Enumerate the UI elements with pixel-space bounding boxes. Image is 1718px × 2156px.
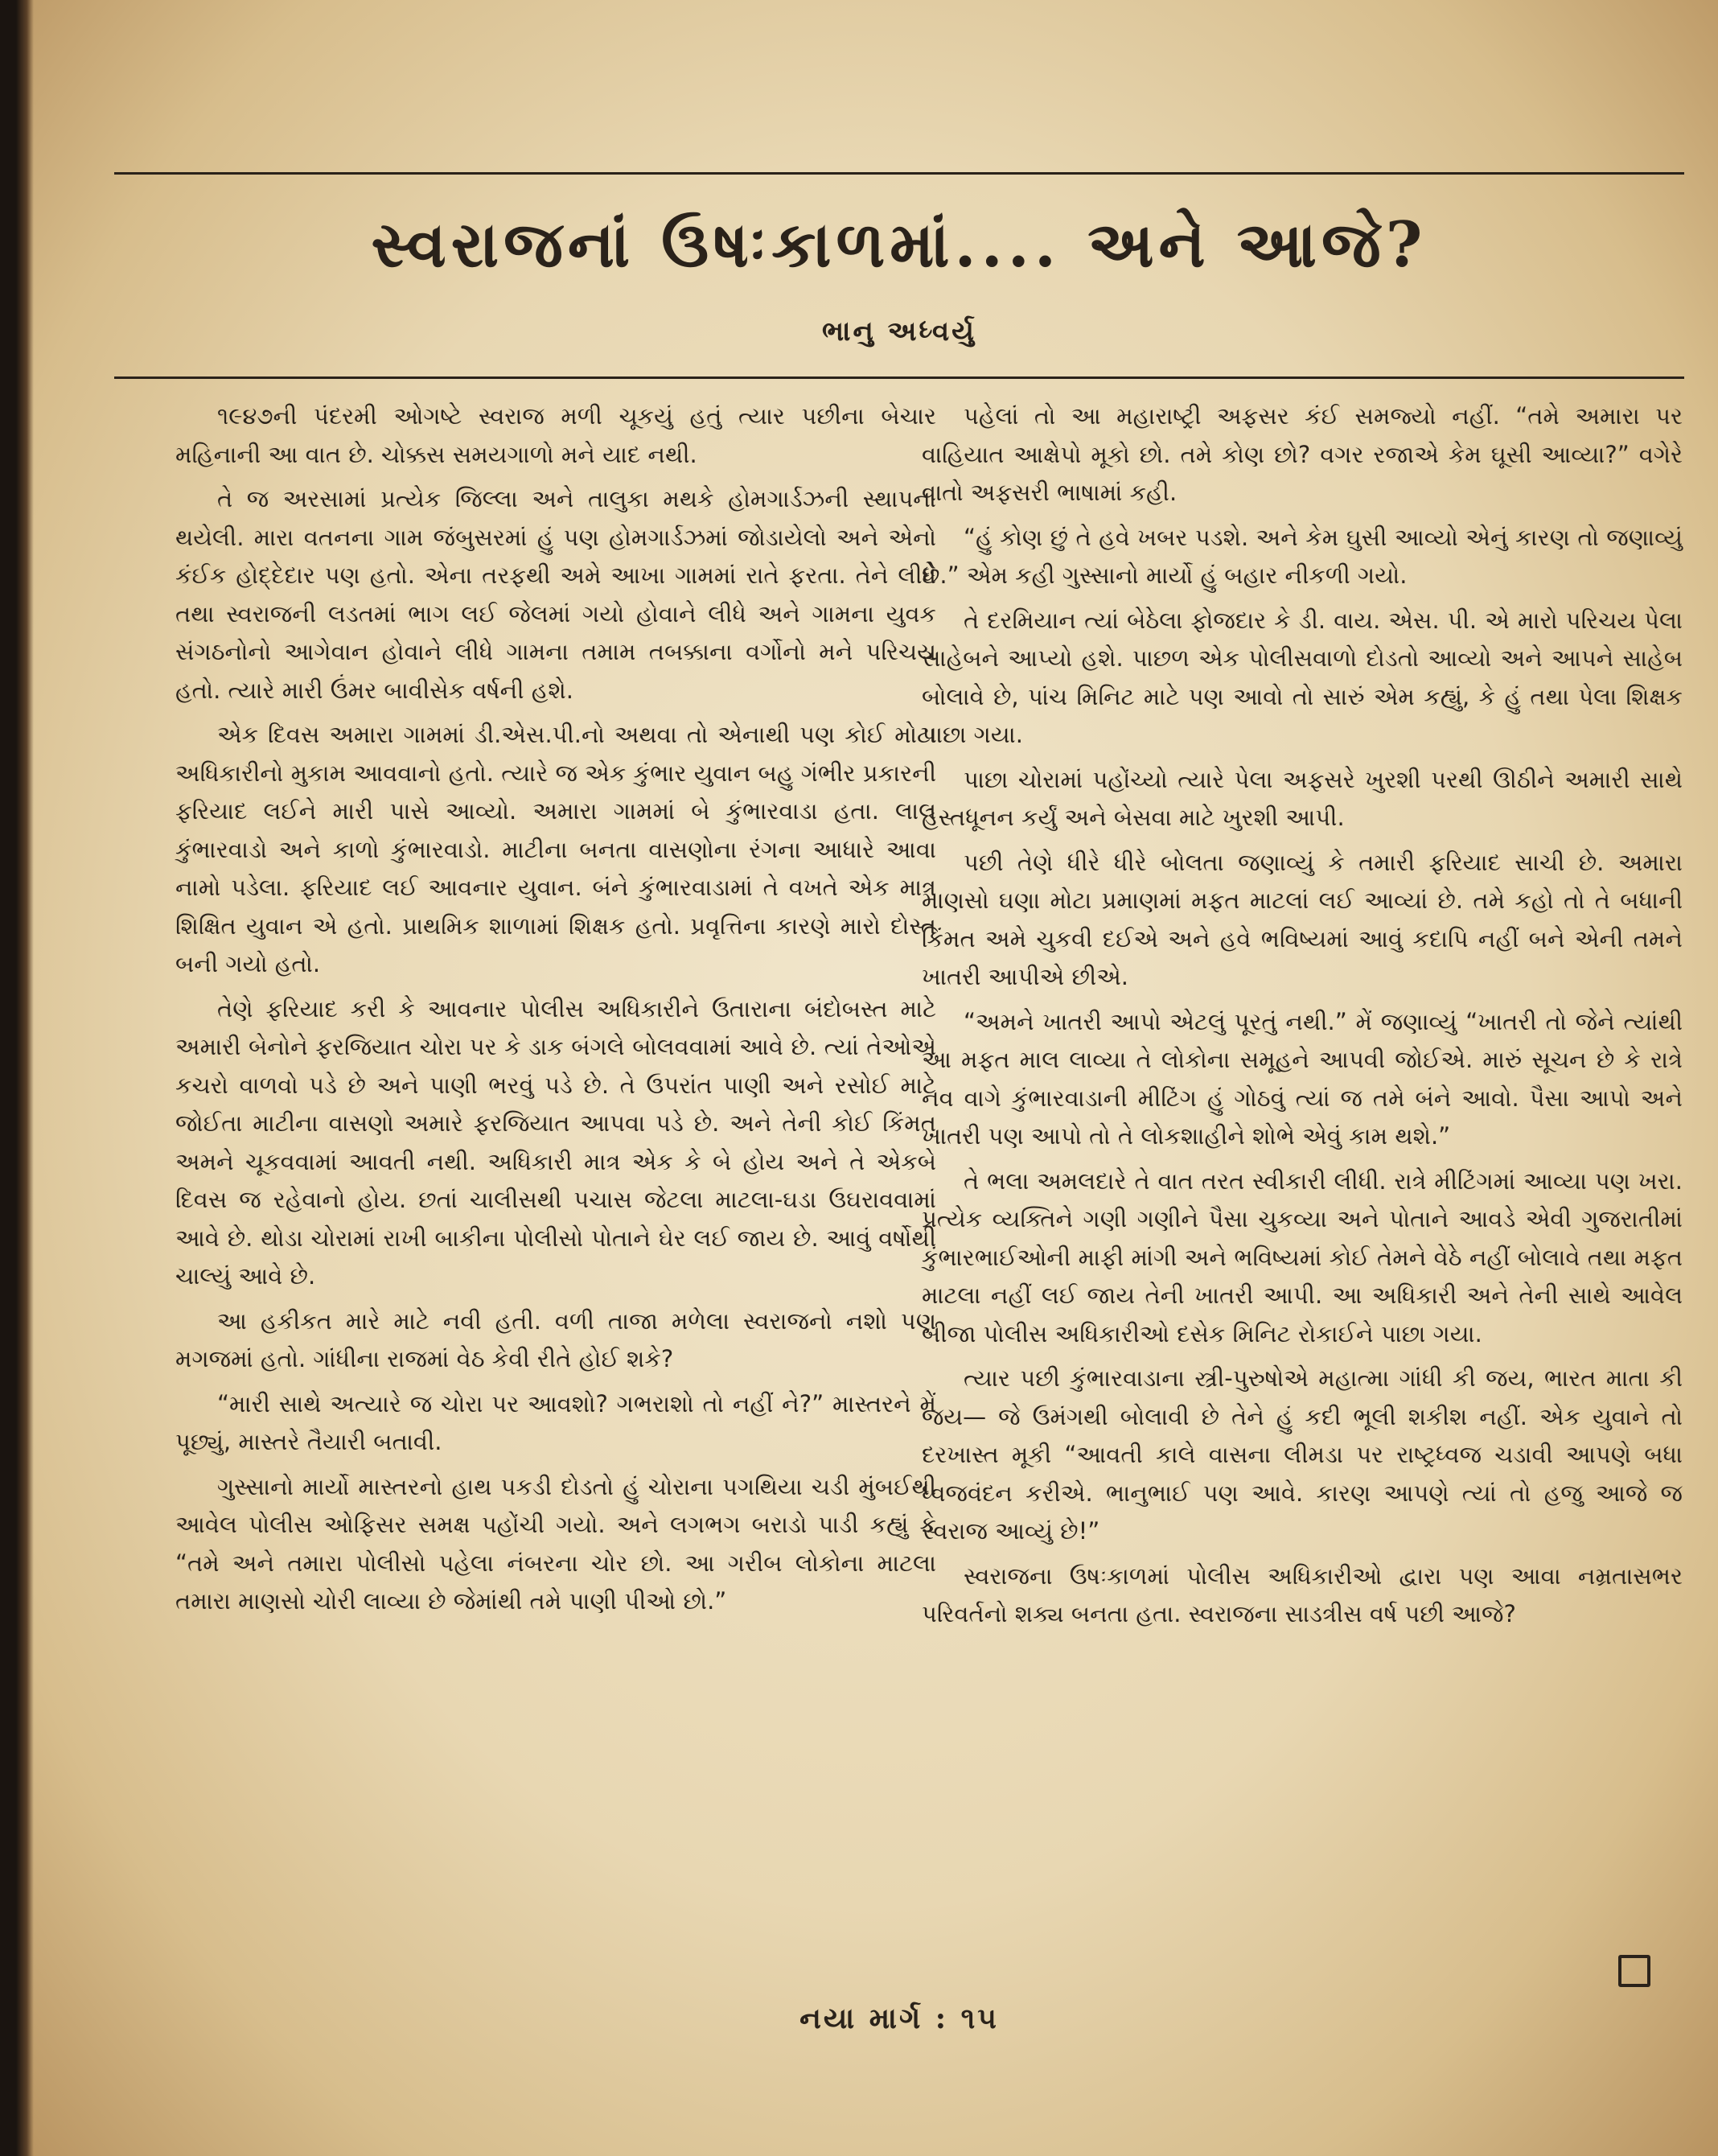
- paragraph: તે ભલા અમલદારે તે વાત તરત સ્વીકારી લીધી. રાત્રે મીટિંગમાં આવ્યા પણ ખરા. પ્રત્યેક વ્યક્તિને ગણી ગણીને પૈસા ચુકવ્યા અને પોતાને આવડે એવી ગુજરાતીમાં કુંભારભાઈઓની માફી માંગી અને ભવિષ્યમાં કોઈ તેમને વેઠે નહીં બોલાવે તથા મફત માટલા નહીં લઈ જાય તેની ખાતરી આપી. આ અધિકારી અને તેની સાથે આવેલ બીજા પોલીસ અધિકારીઓ દસેક મિનિટ રોકાઈને પાછા ગયા.: [922, 1166, 1683, 1348]
- paragraph: તે દરમિયાન ત્યાં બેઠેલા ફોજદાર કે ડી. વાય. એસ. પી. એ મારો પરિચય પેલા સાહેબને આપ્યો હશે. પાછળ એક પોલીસવાળો દોડતો આવ્યો અને આપને સાહેબ બોલાવે છે, પાંચ મિનિટ માટે પણ આવો તો સારું એમ કહ્યું, કે હું તથા પેલા શિક્ષક પાછા ગયા.: [922, 606, 1683, 748]
- paragraph: સ્વરાજના ઉષઃકાળમાં પોલીસ અધિકારીઓ દ્વારા પણ આવા નમ્રતાસભર પરિવર્તનો શક્ય બનતા હતા. સ્વરાજના સાડત્રીસ વર્ષ પછી આજે?: [922, 1561, 1683, 1627]
- header-rule: [114, 376, 1684, 379]
- left-column: [175, 397, 936, 1627]
- paragraph: તેણે ફરિયાદ કરી કે આવનાર પોલીસ અધિકારીને ઉતારાના બંદોબસ્ત માટે અમારી બેનોને ફરજિયાત ચોરા પર કે ડાક બંગલે બોલવવામાં આવે છે. ત્યાં તેઓએ કચરો વાળવો પડે છે અને પાણી ભરવું પડે છે. તે ઉપરાંત પાણી અને રસોઈ માટે જોઈતા માટીના વાસણો અમારે ફરજિયાત આપવા પડે છે. અને તેની કોઈ કિંમત અમને ચૂકવવામાં આવતી નથી. અધિકારી માત્ર એક કે બે હોય અને તે એકબે દિવસ જ રહેવાનો હોય. છતાં ચાલીસથી પચાસ જેટલા માટલા-ઘડા ઉઘરાવવામાં આવે છે. થોડા ચોરામાં રાખી બાકીના પોલીસો પોતાને ઘેર લઈ જાય છે. આવું વર્ષોથી ચાલ્યું આવે છે.: [175, 994, 936, 1290]
- paragraph: આ હકીકત મારે માટે નવી હતી. વળી તાજા મળેલા સ્વરાજનો નશો પણ મગજમાં હતો. ગાંધીના રાજમાં વેઠ કેવી રીતે હોઈ શકે?: [175, 1306, 936, 1372]
- paragraph: પાછા ચોરામાં પહોંચ્યો ત્યારે પેલા અફસરે ખુરશી પરથી ઊઠીને અમારી સાથે હસ્તધૂનન કર્યું અને બેસવા માટે ખુરશી આપી.: [922, 765, 1683, 831]
- paragraph: એક દિવસ અમારા ગામમાં ડી.એસ.પી.નો અથવા તો એનાથી પણ કોઈ મોટા અધિકારીનો મુકામ આવવાનો હતો. ત્યારે જ એક કુંભાર યુવાન બહુ ગંભીર પ્રકારની ફરિયાદ લઈને મારી પાસે આવ્યો. અમારા ગામમાં બે કુંભારવાડા હતા. લાલ કુંભારવાડો અને કાળો કુંભારવાડો. માટીના બનતા વાસણોના રંગના આધારે આવા નામો પડેલા. ફરિયાદ લઈ આવનાર યુવાન. બંને કુંભારવાડામાં તે વખતે એક માત્ર શિક્ષિત યુવાન એ હતો. પ્રાથમિક શાળામાં શિક્ષક હતો. પ્રવૃત્તિના કારણે મારો દોસ્ત બની ગયો હતો.: [175, 721, 936, 977]
- right-column: [922, 397, 1683, 1640]
- paragraph: “અમને ખાતરી આપો એટલું પૂરતું નથી.” મેં જણાવ્યું “ખાતરી તો જેને ત્યાંથી આ મફત માલ લાવ્યા તે લોકોના સમૂહને આપવી જોઈએ. મારું સૂચન છે કે રાત્રે નવ વાગે કુંભારવાડાની મીટિંગ હું ગોઠવું ત્યાં જ તમે બંને આવો. પૈસા આપો અને ખાતરી પણ આપો તો તે લોકશાહીને શોભે એવું કામ થશે.”: [922, 1007, 1683, 1150]
- paragraph: ૧૯૪૭ની પંદરમી ઓગષ્ટે સ્વરાજ મળી ચૂકયું હતું ત્યાર પછીના બેચાર મહિનાની આ વાત છે. ચોક્કસ સમયગાળો મને યાદ નથી.: [175, 402, 936, 468]
- magazine-page: [16, 0, 1718, 2156]
- page-footer: નયા માર્ગ : ૧૫: [799, 2002, 999, 2035]
- top-rule: [114, 172, 1684, 175]
- paragraph: ત્યાર પછી કુંભારવાડાના સ્ત્રી-પુરુષોએ મહાત્મા ગાંધી કી જય, ભારત માતા કી જય— જે ઉમંગથી બોલાવી છે તેને હું કદી ભૂલી શકીશ નહીં. એક યુવાને તો દરખાસ્ત મૂકી “આવતી કાલે વાસના લીમડા પર રાષ્ટ્રધ્વજ ચડાવી આપણે બધા ધ્વજવંદન કરીએ. ભાનુભાઈ પણ આવે. કારણ આપણે ત્યાં તો હજુ આજે જ સ્વરાજ આવ્યું છે!”: [922, 1364, 1683, 1545]
- paragraph: પહેલાં તો આ મહારાષ્ટ્રી અફસર કંઈ સમજ્યો નહીં. “તમે અમારા પર વાહિયાત આક્ષેપો મૂકો છો. તમે કોણ છો? વગર રજાએ કેમ ઘૂસી આવ્યા?” વગેરે વાતો અફસરી ભાષામાં કહી.: [922, 402, 1683, 506]
- article-author: ભાનુ અધ્વર્યુ: [821, 315, 977, 348]
- paragraph: તે જ અરસામાં પ્રત્યેક જિલ્લા અને તાલુકા મથકે હોમગાર્ડઝની સ્થાપના થયેલી. મારા વતનના ગામ જંબુસરમાં હું પણ હોમગાર્ડઝમાં જોડાયેલો અને એનો કંઈક હોદ્દેદાર પણ હતો. એના તરફથી અમે આખા ગામમાં રાતે ફરતા. તેને લીધે તથા સ્વરાજની લડતમાં ભાગ લઈ જેલમાં ગયો હોવાને લીધે અને ગામના યુવક સંગઠનોનો આગેવાન હોવાને લીધે ગામના તમામ તબક્કાના વર્ગોનો મને પરિચય હતો. ત્યારે મારી ઉંમર બાવીસેક વર્ષની હશે.: [175, 485, 936, 704]
- end-of-article-mark: [1618, 1955, 1650, 1987]
- page-edge-shadow: [16, 0, 34, 2156]
- paragraph: “હું કોણ છું તે હવે ખબર પડશે. અને કેમ ઘુસી આવ્યો એનું કારણ તો જણાવ્યું છે.” એમ કહી ગુસ્સાનો માર્યો હું બહાર નીકળી ગયો.: [922, 523, 1683, 589]
- paragraph: “મારી સાથે અત્યારે જ ચોરા પર આવશો? ગભરાશો તો નહીં ને?” માસ્તરને મેં પૂછ્યું, માસ્તરે તૈયારી બતાવી.: [175, 1389, 936, 1455]
- article-title: સ્વરાજનાં ઉષઃકાળમાં.... અને આજે?: [371, 208, 1428, 282]
- paragraph: ગુસ્સાનો માર્યો માસ્તરનો હાથ પકડી દોડતો હું ચોરાના પગથિયા ચડી મુંબઈથી આવેલ પોલીસ ઓફિસર સમક્ષ પહોંચી ગયો. અને લગભગ બરાડો પાડી કહ્યું કે “તમે અને તમારા પોલીસો પહેલા નંબરના ચોર છો. આ ગરીબ લોકોના માટલા તમારા માણસો ચોરી લાવ્યા છે જેમાંથી તમે પાણી પીઓ છો.”: [175, 1472, 936, 1615]
- paragraph: પછી તેણે ધીરે ધીરે બોલતા જણાવ્યું કે તમારી ફરિયાદ સાચી છે. અમારા માણસો ઘણા મોટા પ્રમાણમાં મફત માટલાં લઈ આવ્યાં છે. તમે કહો તો તે બધાની કિંમત અમે ચુકવી દઈએ અને હવે ભવિષ્યમાં આવું કદાપિ નહીં બને એની તમને ખાતરી આપીએ છીએ.: [922, 848, 1683, 990]
